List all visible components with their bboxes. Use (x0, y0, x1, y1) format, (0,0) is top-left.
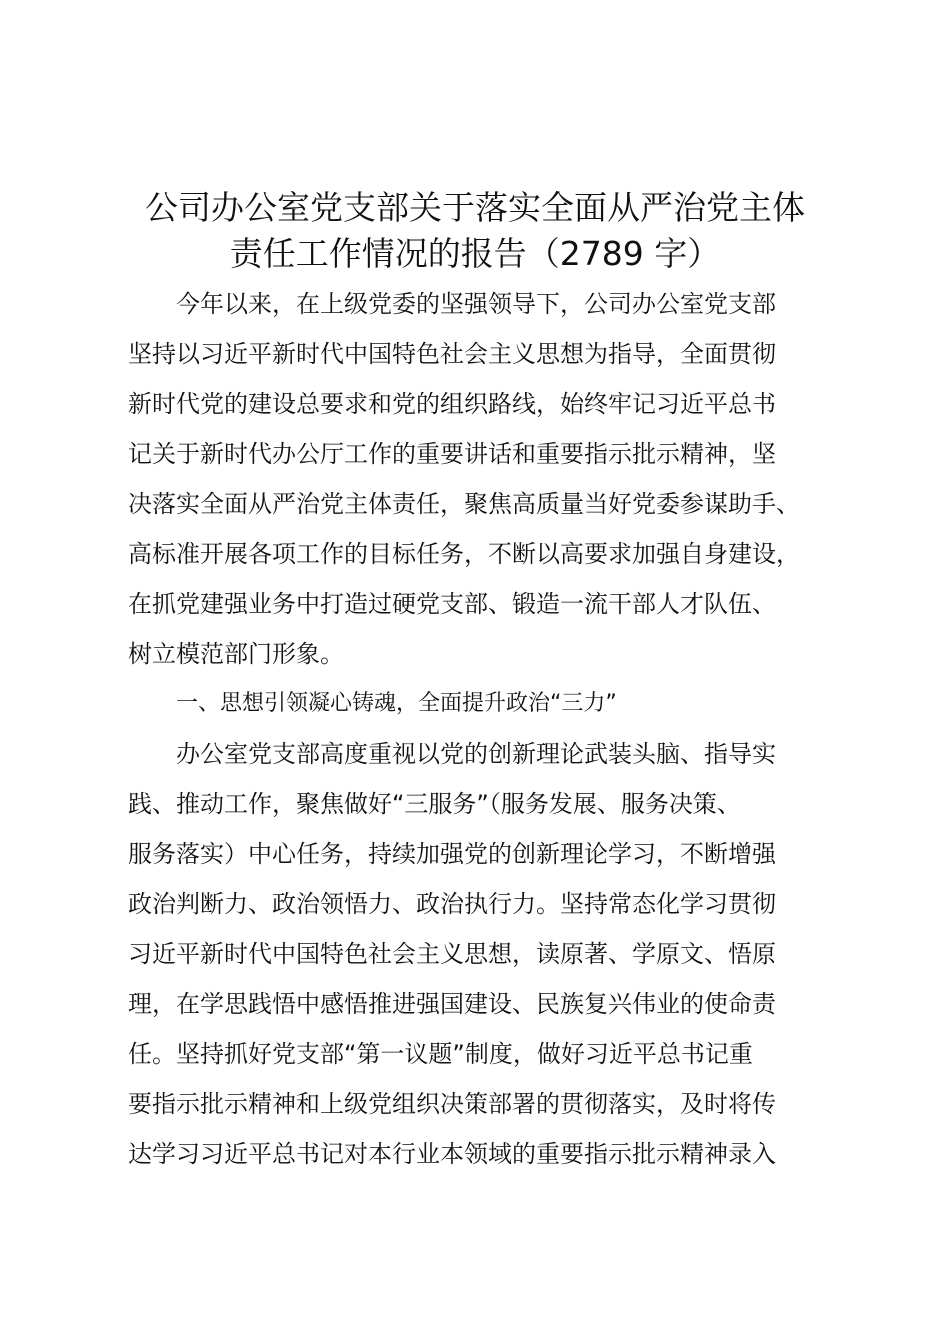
paragraph-2-line-6: 理，在学思践悟中感悟推进强国建设、民族复兴伟业的使命责 (128, 990, 776, 1018)
paragraph-1-line-1: 今年以来，在上级党委的坚强领导下，公司办公室党支部 (176, 290, 776, 318)
section-1-heading: 一、思想引领凝心铸魂，全面提升政治“三力” (176, 691, 617, 716)
paragraph-2-line-7: 任。坚持抓好党支部“第一议题”制度，做好习近平总书记重 (128, 1040, 753, 1068)
paragraph-2-line-8: 要指示批示精神和上级党组织决策部署的贯彻落实，及时将传 (128, 1090, 776, 1118)
paragraph-2-line-5: 习近平新时代中国特色社会主义思想，读原著、学原文、悟原 (128, 940, 776, 968)
paragraph-2-line-4: 政治判断力、政治领悟力、政治执行力。坚持常态化学习贯彻 (128, 890, 776, 918)
paragraph-1-line-8: 树立模范部门形象。 (128, 640, 344, 668)
paragraph-2-line-1: 办公室党支部高度重视以党的创新理论武装头脑、指导实 (176, 740, 776, 768)
document-title-line-2: 责任工作情况的报告（2789 字） (229, 234, 721, 273)
paragraph-1-line-7: 在抓党建强业务中打造过硬党支部、锻造一流干部人才队伍、 (128, 590, 776, 618)
paragraph-1-line-6: 高标准开展各项工作的目标任务，不断以高要求加强自身建设， (128, 540, 800, 568)
paragraph-1-line-2: 坚持以习近平新时代中国特色社会主义思想为指导，全面贯彻 (128, 340, 776, 368)
paragraph-2-line-3: 服务落实）中心任务，持续加强党的创新理论学习，不断增强 (128, 840, 776, 868)
paragraph-1-line-3: 新时代党的建设总要求和党的组织路线，始终牢记习近平总书 (128, 390, 776, 418)
paragraph-2-line-2: 践、推动工作，聚焦做好“三服务”（服务发展、服务决策、 (128, 790, 741, 818)
document-title-line-1: 公司办公室党支部关于落实全面从严治党主体 (145, 188, 805, 227)
paragraph-2-line-9: 达学习习近平总书记对本行业本领域的重要指示批示精神录入 (128, 1140, 776, 1168)
paragraph-1-line-4: 记关于新时代办公厅工作的重要讲话和重要指示批示精神，坚 (128, 440, 776, 468)
paragraph-1-line-5: 决落实全面从严治党主体责任，聚焦高质量当好党委参谋助手、 (128, 490, 800, 518)
